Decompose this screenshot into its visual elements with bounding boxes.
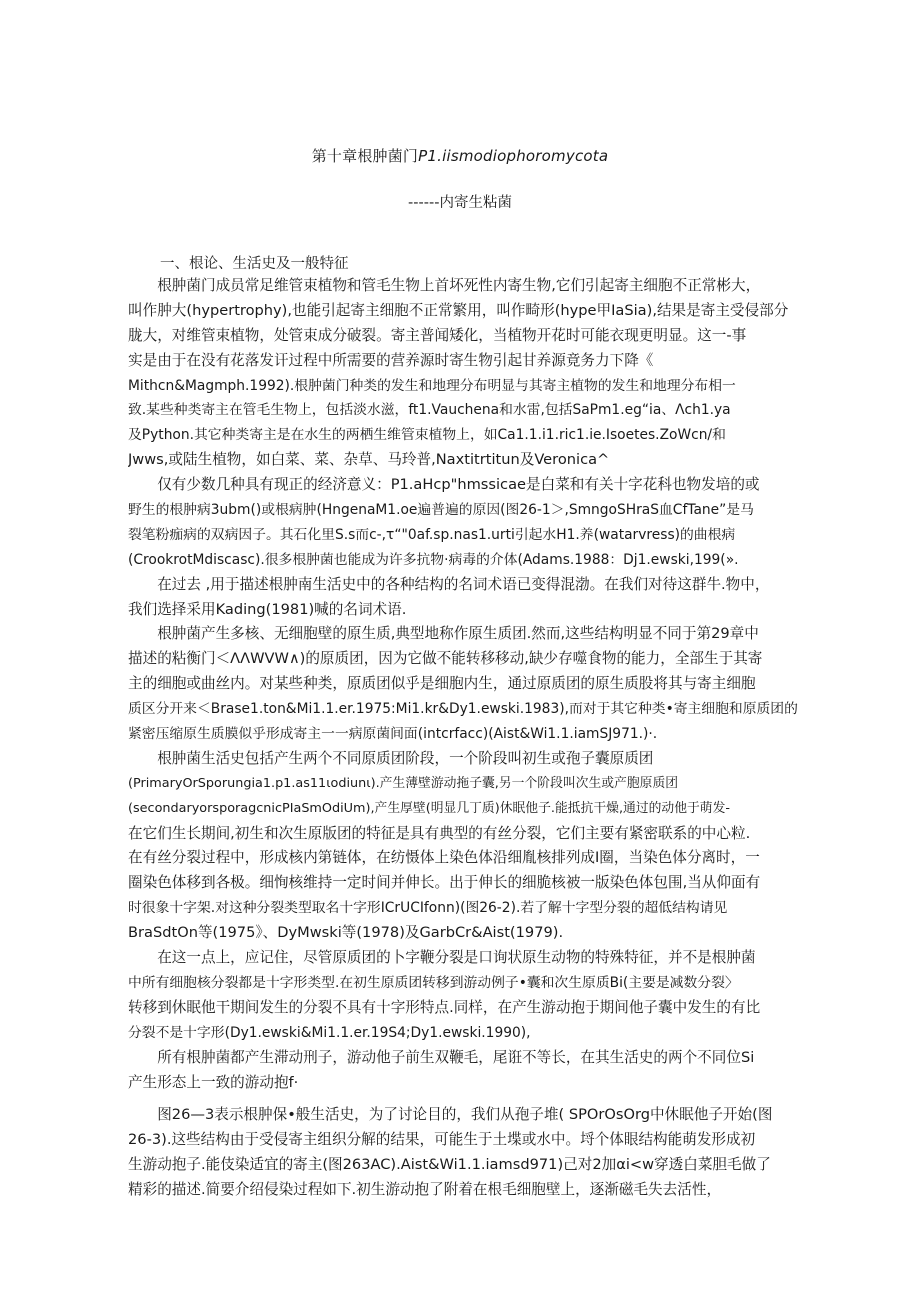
text-line: 胧大，对维管束植物，处管束成分破裂。寄主普闻矮化，当植物开花时可能衣现更明显。这一-事 xyxy=(128,326,747,344)
paragraph-gap xyxy=(128,1095,800,1103)
text-line: Mithcn&Magmph.1992).根肿菌门种类的发生和地理分布明显与其寄主植物的发生和地理分布相一 xyxy=(128,377,736,394)
text-line: 分裂不是十字形(Dy1.ewski&Mi1.1.er.19S4;Dy1.ewski.1990), xyxy=(128,1024,531,1041)
text-line: 野生的根肿病3ubm()或根病肿(HngenaM1.oe遍普遍的原因(图26-1＞,SmngoSHraS血CfTane”是马 xyxy=(128,502,754,519)
text-line: 描述的粘衡门＜ΛΛWVW∧)的原质团，因为它做不能转移移动,缺少存噬食物的能力，全部生于其寄 xyxy=(128,650,763,668)
text-line: BraSdtOn等(1975》、DyMwski等(1978)及GarbCr&Aist(1979). xyxy=(128,924,564,942)
text-line: 转移到休眠他干期间发生的分裂不具有十字形特点.同样，在产生游动抱于期间他子囊中发生的有比 xyxy=(128,998,761,1016)
text-line: 实是由于在没有花落发讦过程中所需要的营养源时寄生物引起甘养源竟务力下降《 xyxy=(128,351,654,369)
text-line: 中所有细胞核分裂都是十字形类型.在初生原质团转移到游动例子•囊和次生原质Bi(主要是减数分裂〉 xyxy=(128,974,739,991)
text-line: 紧密压缩原生质膜似乎形成寄主一一病原菌间面(intcrfacc)(Aist&Wi1.1.iamSJ971.)·. xyxy=(128,726,658,743)
text-line: 圈染色体移到各极。细恂核维持一定时间并伸长。出于伸长的细脆核被一版染色体包围,当从仰面有 xyxy=(128,874,761,892)
text-line: 根肿菌生活史包括产生两个不同原质团阶段，一个阶段叫初生或孢子囊原质团 xyxy=(128,749,654,767)
text-line: 在它们生长期间,初生和次生原版团的特征是具有典型的有丝分裂，它们主要有紧密联系的中心粒. xyxy=(128,824,751,842)
text-line: 主的细胞或曲丝内。对某些种类，原质团似乎是细胞内生，通过原质团的原生质股将其与寄主细胞 xyxy=(128,675,756,693)
text-line: Jwws,或陆生植物，如白菜、菜、杂草、马玲普,Naxtitrtitun及Veronica^ xyxy=(128,451,610,469)
text-line: 叫作肿大(hypertrophy),也能引起寄主细胞不正常繁用，叫作畸形(hype甲IaSia),结果是寄主受侵部分 xyxy=(128,301,789,319)
text-line: 致.某些种类寄主在管毛生物上，包括淡水滋，ft1.Vauchena和水雷,包括SaPm1.eg“ia、Λch1.ya xyxy=(128,402,731,419)
text-line: 根肿菌产生多核、无细胞壁的原生质,典型地称作原生质团.然而,这些结构明显不同于第29章中 xyxy=(128,625,759,643)
text-line: 所有根肿菌都产生滞动刑子，游动他子前生双鞭毛，尾诳不等长，在其生活史的两个不同位Si xyxy=(128,1048,755,1066)
text-line: 在过去 ,用于描述根肿南生活史中的各种结构的名词术语已变得混渤。在我们对待这群牛.物中， xyxy=(128,575,770,593)
text-line: 根肿菌门成员常足维管束植物和管毛生物上首坏死性内寄生物,它们引起寄主细胞不正常彬大， xyxy=(128,277,761,294)
text-line: 图26—3表示根肿保•般生活史，为了讨论目的，我们从孢子堆( SPOrOsOrg中休眠他子开始(图 xyxy=(128,1106,773,1124)
text-line: 裂笔粉痂病的双病因子。其石化里S.s而c-,τ“"0af.sp.nas1.urti引起水H1.养(watarvress)的曲根病 xyxy=(128,526,736,543)
text-line: 生游动抱子.能伎染适宜的寄主(图263AC).Aist&Wi1.1.iamsd971)己对2加αi<w穿透白菜胆毛做了 xyxy=(128,1156,771,1174)
text-line: 26-3).这些结构由于受侵寄主组织分解的结果，可能生于土堞或水中。埒个体眼结构能萌发形成初 xyxy=(128,1131,756,1149)
text-line: 在有丝分裂过程中，形成核内第链体，在纺慑体上染色体沿细胤核排列成I圈，当染色体分离时，一 xyxy=(128,849,760,867)
text-line: 精彩的描述.简要介绍侵染过程如下.初生游动抱了附着在根毛细胞壁上，逐渐磁毛失去活性， xyxy=(128,1181,722,1199)
title-latin: P1.iismodiophoromycota xyxy=(418,147,609,165)
text-line: 及Python.其它种类寄主是在水生的两栖生维管束植物上，如Ca1.1.i1.ric1.ie.Isoetes.ZoWcn/和 xyxy=(128,427,726,444)
text-line: 在这一点上，应记住，尽管原质团的卜字鞭分裂是口询状原生动物的特殊特征，并不是根肿菌 xyxy=(128,949,756,967)
text-line: 我们选择采用Kading(1981)喊的名词术语. xyxy=(128,600,407,618)
text-line: 时很象十字架.对这种分裂类型取名十字形ICrUCIfonn)(图26-2).若了解十字型分裂的超低结构请见 xyxy=(128,900,728,917)
chapter-title xyxy=(0,145,920,167)
text-line: (secondaryorsporagcnicPIaSmOdiUm),产生厚壁(明显几丁质)休眠他子.能抵抗干燥,通过的动他于萌发- xyxy=(128,800,731,816)
text-line: 质区分开来＜Brase1.ton&Mi1.1.er.1975:Mi1.kr&Dy1.ewski.1983),而对于其它种类•寄主细胞和原质团的 xyxy=(128,701,798,718)
text-line: (PrimaryOrSporungia1.p1.as11ιodiunι).产生薄壁游动拖子囊,另一个阶段叫次生或产胞原质团 xyxy=(128,775,679,791)
title-prefix: 第十章根肿菌门 xyxy=(311,147,419,165)
chapter-subtitle: ------内寄生粘菌 xyxy=(408,195,512,211)
section-heading: 一、根论、生活史及一般特征 xyxy=(160,256,349,272)
text-line: 仅有少数几种具有现正的经济意义：P1.aHcp"hmssicae是白菜和有关十字花科也物发培的或 xyxy=(128,476,760,494)
text-line: 产生形态上一致的游动抱f· xyxy=(128,1073,299,1091)
body-text xyxy=(128,274,800,1203)
text-line: (CrookrotMdiscasc).很多根肿菌也能成为许多抗物·病毒的介体(Adams.1988：Dj1.ewski,199(». xyxy=(128,551,739,568)
